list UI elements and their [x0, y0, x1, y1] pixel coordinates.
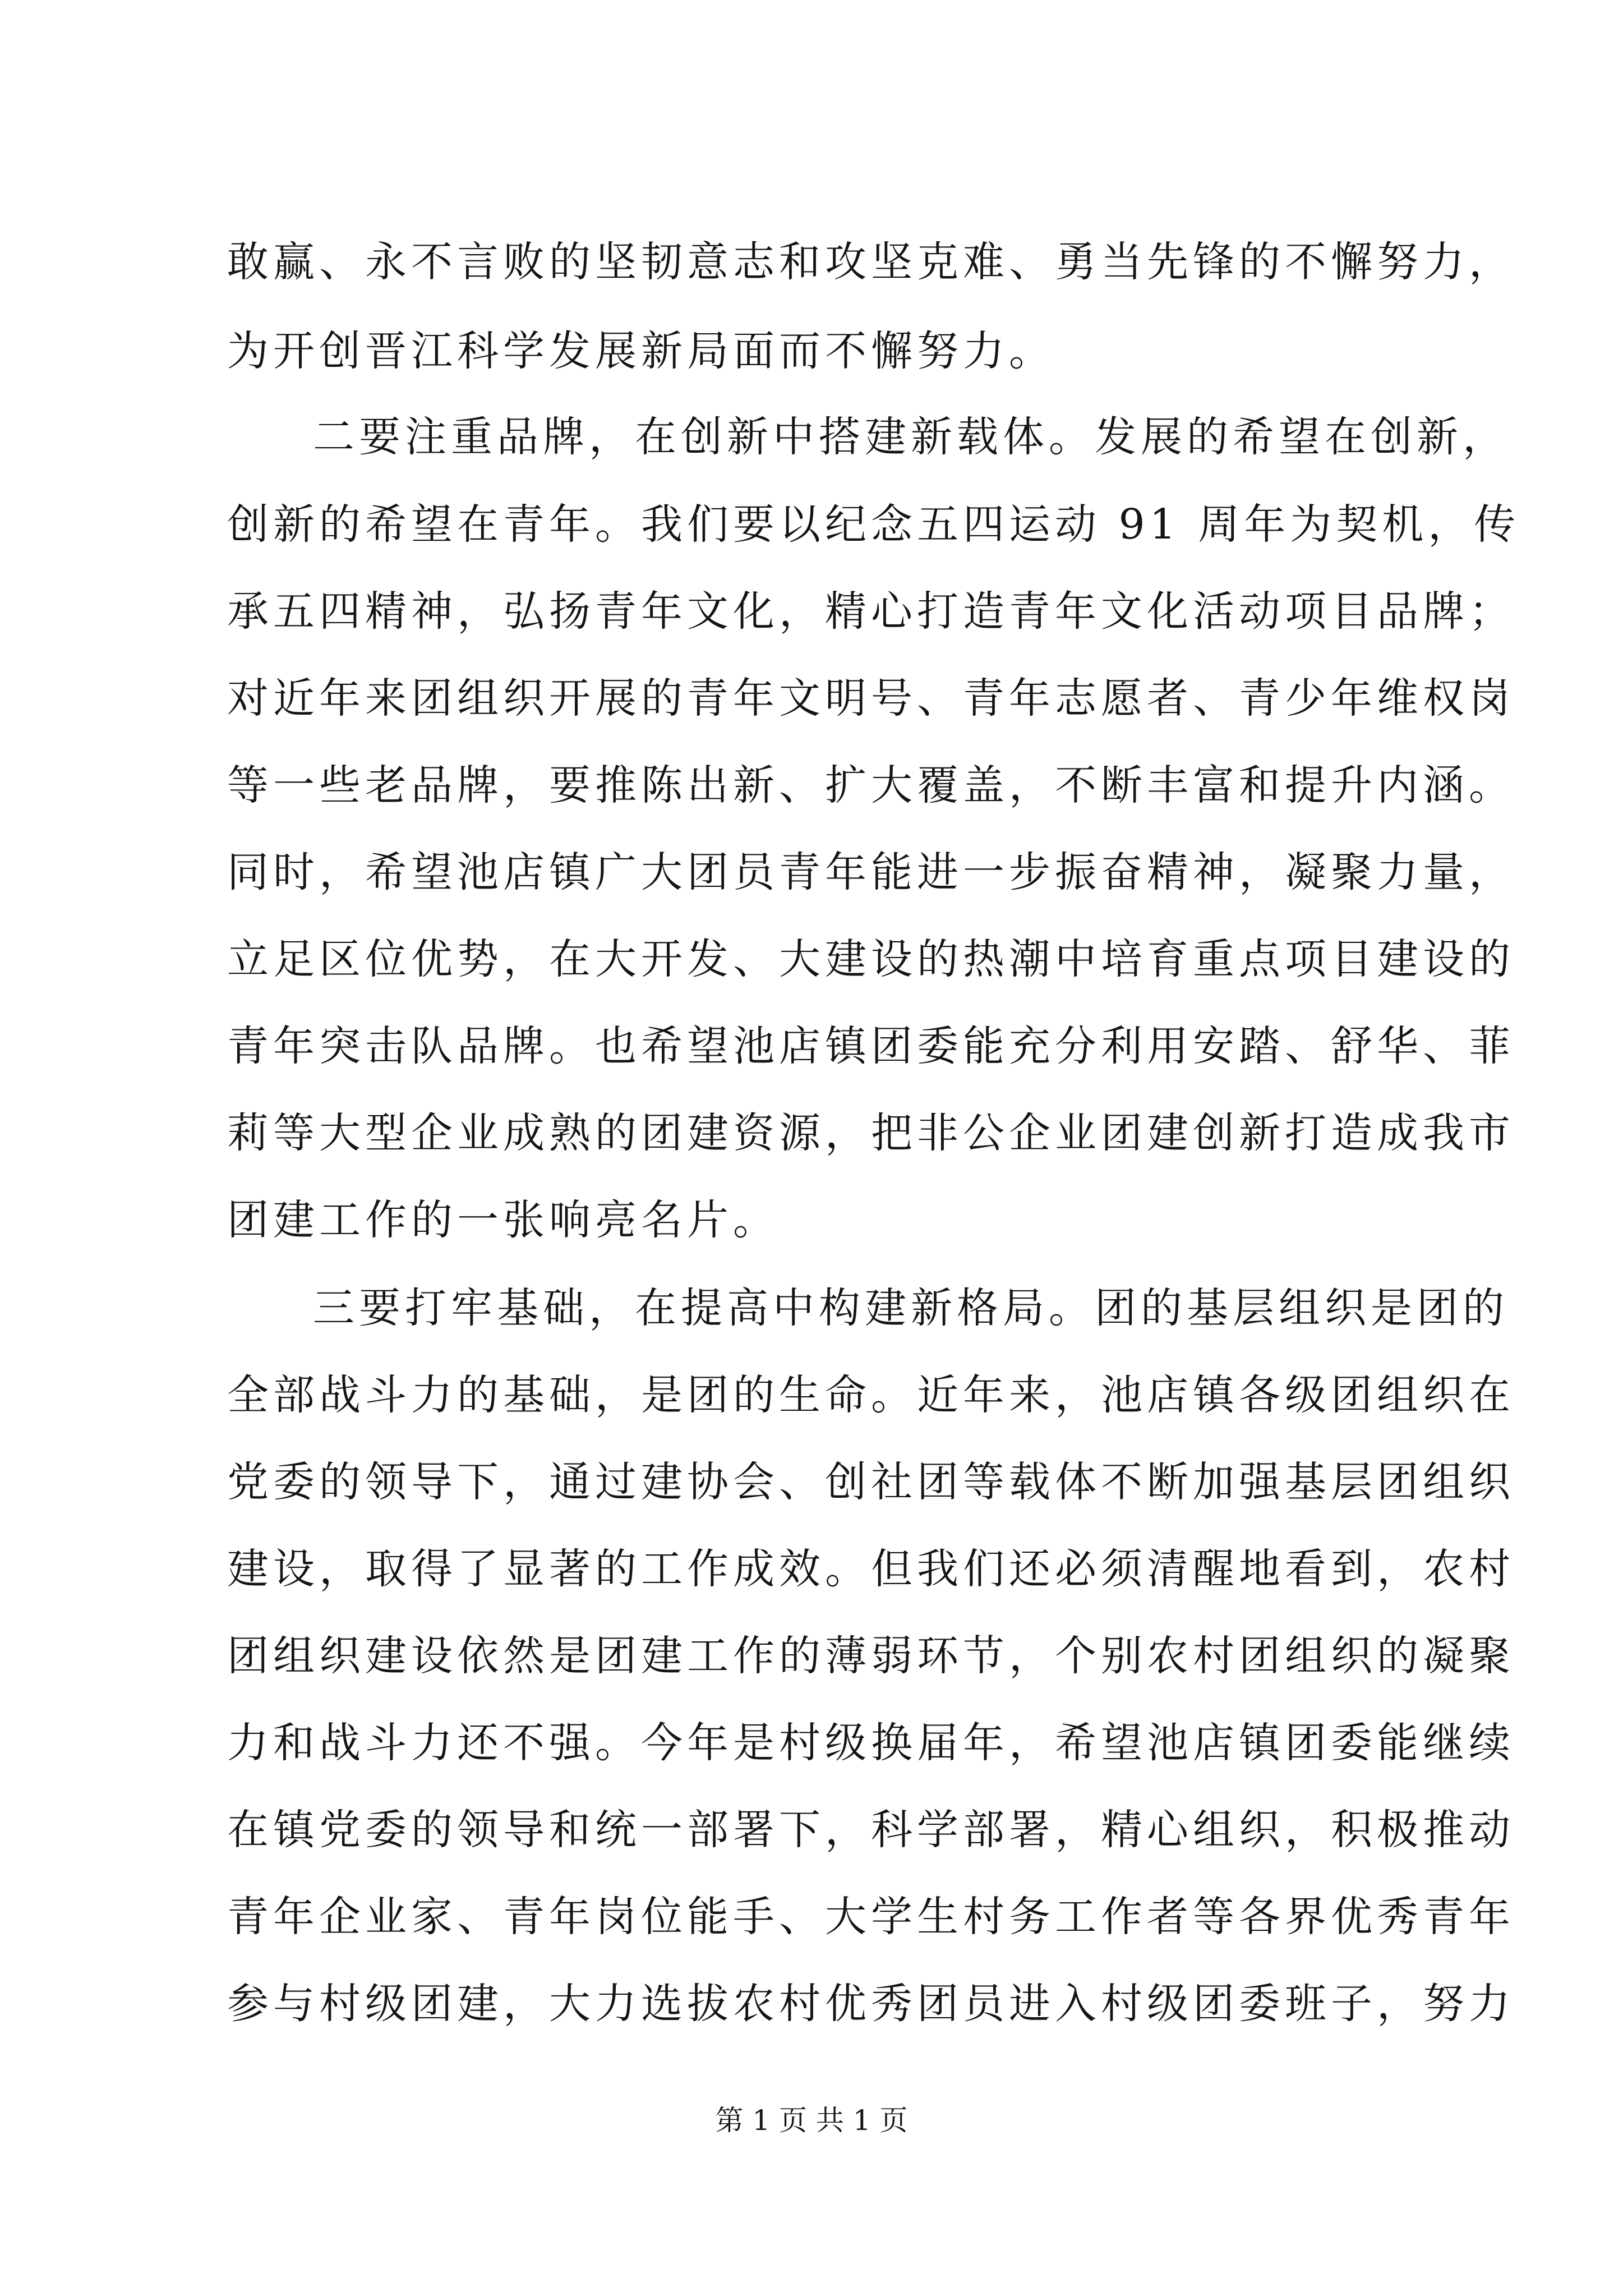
text-line-9: 立足区位优势，在大开发、大建设的热潮中培育重点项目建设的 [227, 935, 1515, 983]
text-line-8: 同时，希望池店镇广大团员青年能进一步振奋精神，凝聚力量， [227, 848, 1515, 896]
text-line-7: 等一些老品牌，要推陈出新、扩大覆盖，不断丰富和提升内涵。 [227, 761, 1515, 809]
text-line-19: 在镇党委的领导和统一部署下，科学部署，精心组织，积极推动 [227, 1806, 1515, 1854]
text-line-11: 莉等大型企业成熟的团建资源，把非公企业团建创新打造成我市 [227, 1109, 1515, 1157]
text-line-16: 建设，取得了显著的工作成效。但我们还必须清醒地看到，农村 [227, 1545, 1515, 1593]
text-line-2: 为开创晋江科学发展新局面而不懈努力。 [227, 327, 1055, 375]
page-footer: 第 1 页 共 1 页 [715, 2104, 908, 2137]
text-line-15: 党委的领导下，通过建协会、创社团等载体不断加强基层团组织 [227, 1458, 1515, 1506]
text-line-14: 全部战斗力的基础，是团的生命。近年来，池店镇各级团组织在 [227, 1371, 1515, 1419]
text-line-6: 对近年来团组织开展的青年文明号、青年志愿者、青少年维权岗 [227, 674, 1515, 723]
text-line-10: 青年突击队品牌。也希望池店镇团委能充分利用安踏、舒华、菲 [227, 1022, 1515, 1070]
paragraph-2-line-1: 二要注重品牌，在创新中搭建新载体。发展的希望在创新， [313, 413, 1509, 461]
text-line-1: 敢赢、永不言败的坚韧意志和攻坚克难、勇当先锋的不懈努力， [227, 238, 1515, 286]
text-line-5: 承五四精神，弘扬青年文化，精心打造青年文化活动项目品牌； [227, 587, 1515, 636]
text-line-12: 团建工作的一张响亮名片。 [227, 1196, 779, 1244]
text-line-20: 青年企业家、青年岗位能手、大学生村务工作者等各界优秀青年 [227, 1893, 1515, 1941]
text-line-18: 力和战斗力还不强。今年是村级换届年，希望池店镇团委能继续 [227, 1719, 1515, 1767]
text-line-17: 团组织建设依然是团建工作的薄弱环节，个别农村团组织的凝聚 [227, 1632, 1515, 1680]
text-line-4: 创新的希望在青年。我们要以纪念五四运动 91 周年为契机，传 [227, 500, 1520, 549]
text-line-21: 参与村级团建，大力选拔农村优秀团员进入村级团委班子，努力 [227, 1980, 1515, 2028]
paragraph-3-line-1: 三要打牢基础，在提高中构建新格局。团的基层组织是团的 [313, 1284, 1509, 1332]
